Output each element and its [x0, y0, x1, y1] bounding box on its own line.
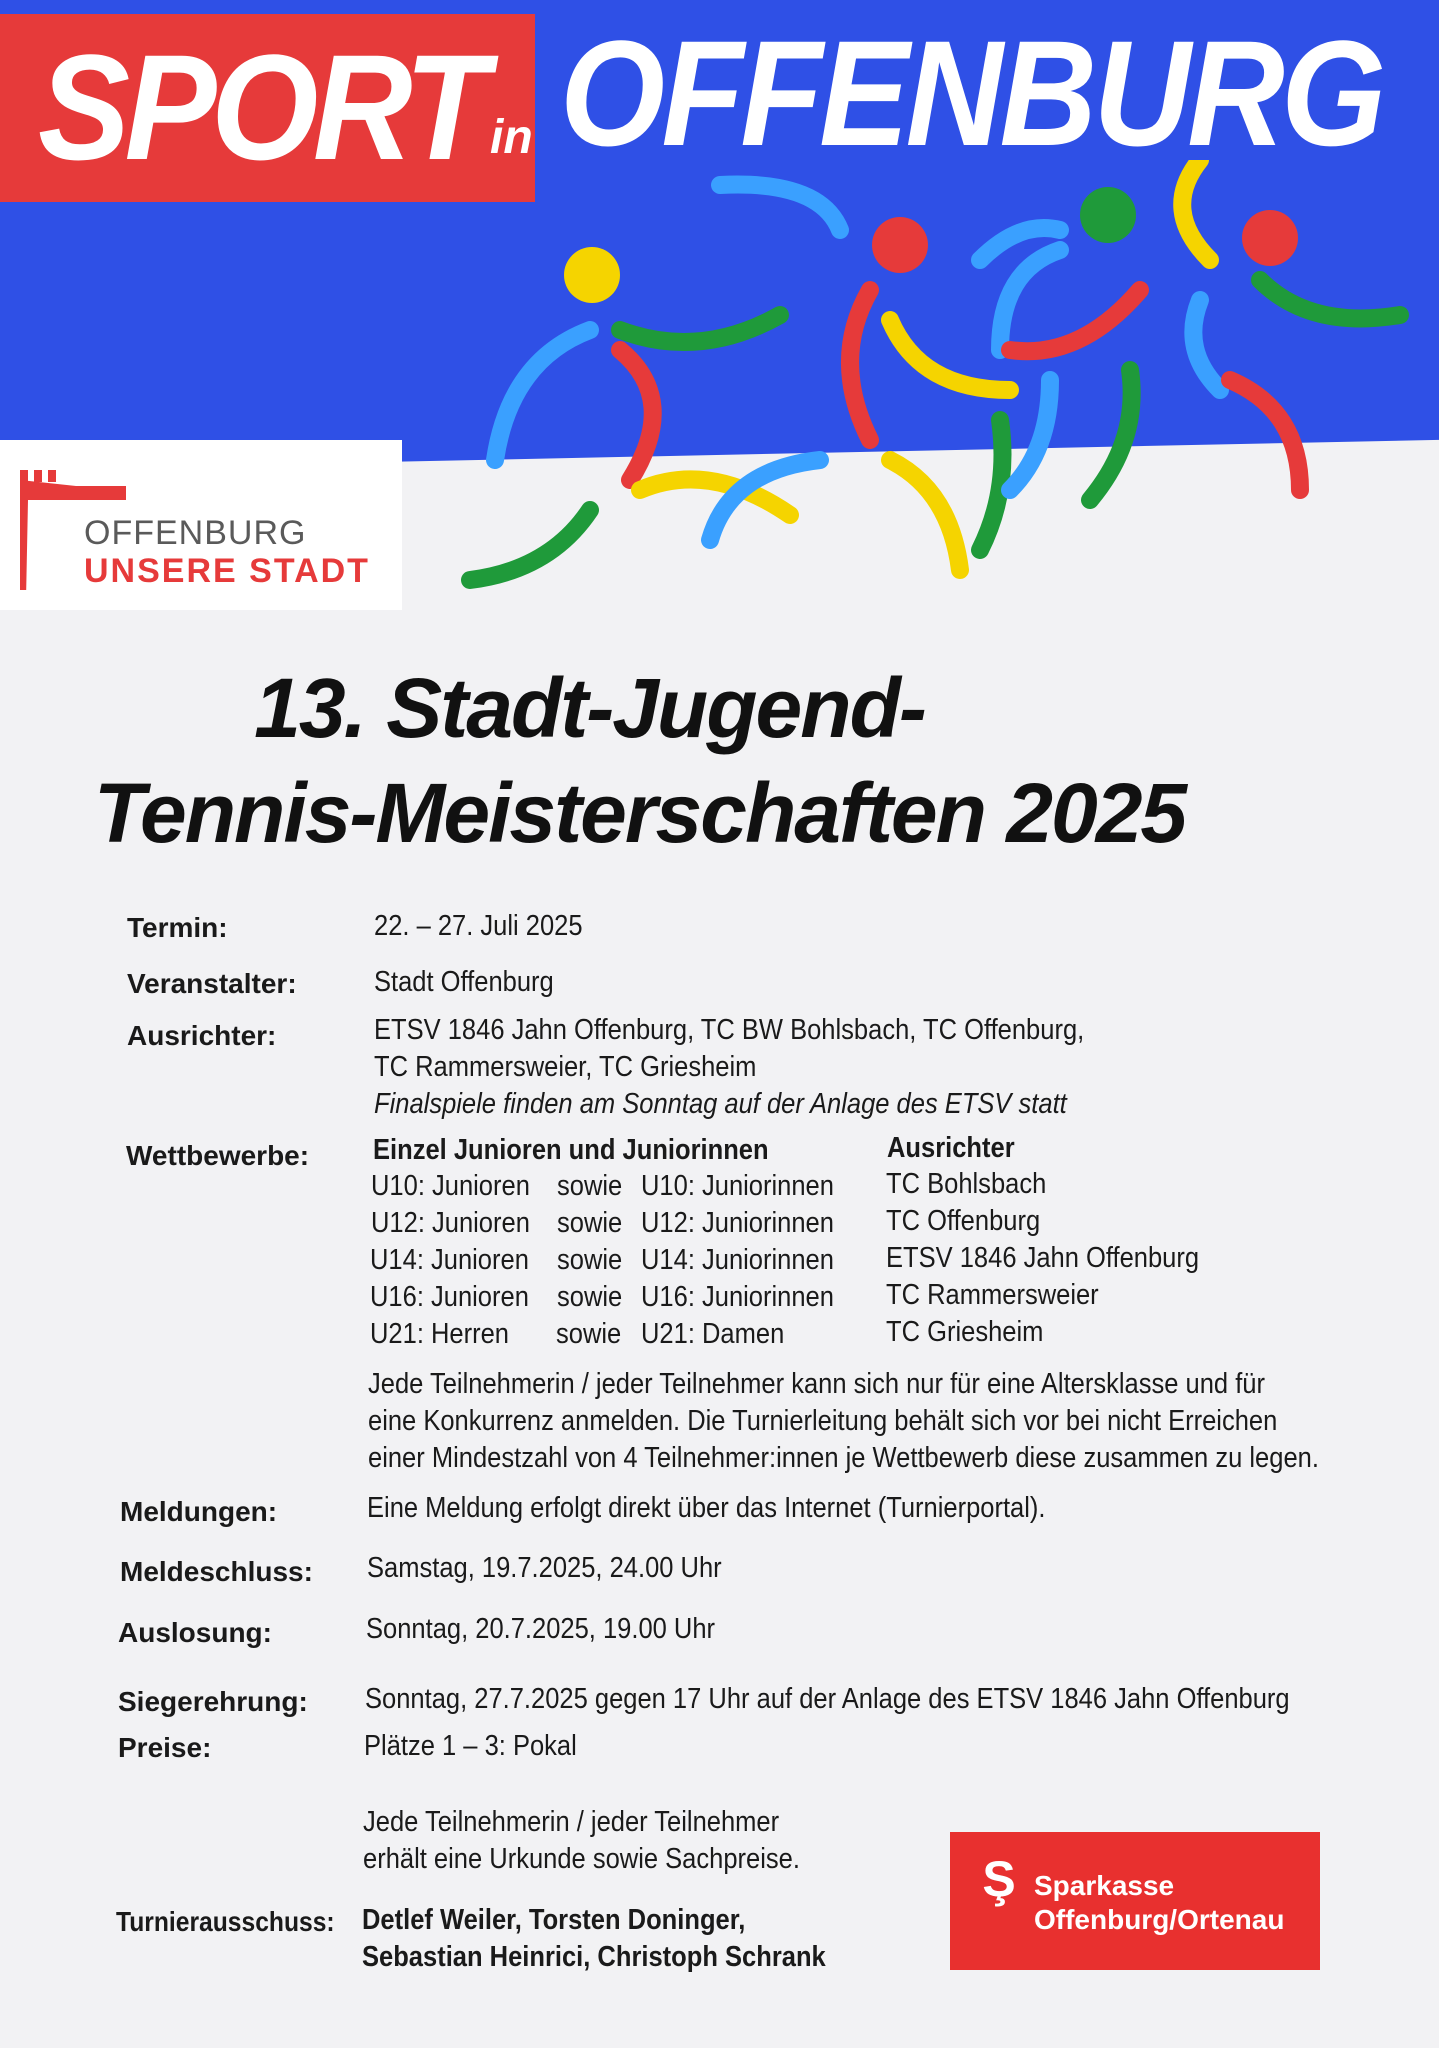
meldeschluss-label: Meldeschluss: [120, 1556, 313, 1587]
comp-row-2-c: U12: Juniorinnen [641, 1207, 834, 1239]
rules-line-3: einer Mindestzahl von 4 Teilnehmer:innen je Wettbewerb diese zusammen zu legen. [368, 1442, 1319, 1474]
meldungen-label: Meldungen: [120, 1496, 278, 1527]
ausrichter-line-1: ETSV 1846 Jahn Offenburg, TC BW Bohlsbach, TC Offenburg, [374, 1014, 1085, 1046]
comp-row-2-a: U12: Junioren [371, 1207, 530, 1239]
sponsor-name: Sparkasse [1034, 1870, 1175, 1901]
city-word: OFFENBURG [560, 9, 1383, 177]
sponsor-region: Offenburg/Ortenau [1034, 1904, 1285, 1935]
ausrichter-line-2: TC Rammersweier, TC Griesheim [374, 1051, 757, 1083]
ausschuss-line-1: Detlef Weiler, Torsten Doninger, [362, 1904, 746, 1936]
veranstalter-label: Veranstalter: [127, 968, 297, 999]
auslosung-label: Auslosung: [118, 1617, 272, 1648]
ausrichter-note: Finalspiele finden am Sonntag auf der Anlage des ETSV statt [374, 1088, 1067, 1120]
preise-line-2: Jede Teilnehmerin / jeder Teilnehmer [363, 1806, 780, 1838]
rules-line-2: eine Konkurrenz anmelden. Die Turnierleitung behält sich vor bei nicht Erreichen [368, 1405, 1278, 1437]
sparkasse-sponsor-logo [950, 1832, 1320, 1970]
comp-row-5-host: TC Griesheim [886, 1316, 1044, 1348]
comp-row-5-b: sowie [556, 1318, 622, 1350]
comp-row-2-b: sowie [557, 1207, 623, 1239]
comp-row-4-a: U16: Junioren [370, 1281, 529, 1313]
comp-row-2-host: TC Offenburg [886, 1205, 1041, 1237]
comp-row-3-b: sowie [557, 1244, 623, 1276]
meldungen-value: Eine Meldung erfolgt direkt über das Internet (Turnierportal). [367, 1492, 1046, 1524]
preise-value: Plätze 1 – 3: Pokal [364, 1730, 577, 1762]
title-line-1: 13. Stadt-Jugend- [254, 661, 925, 755]
logo-slogan: UNSERE STADT [84, 552, 370, 590]
logo-city-name: OFFENBURG [84, 514, 307, 552]
veranstalter-value: Stadt Offenburg [374, 966, 554, 998]
comp-row-1-c: U10: Juniorinnen [641, 1170, 834, 1202]
ausrichter-heading: Ausrichter [887, 1132, 1015, 1164]
wettbewerbe-heading: Einzel Junioren und Juniorinnen [373, 1134, 769, 1166]
preise-line-3: erhält eine Urkunde sowie Sachpreise. [363, 1843, 800, 1875]
preise-label: Preise: [118, 1732, 212, 1763]
comp-row-5-c: U21: Damen [641, 1318, 785, 1350]
comp-row-3-a: U14: Junioren [370, 1244, 529, 1276]
comp-row-1-host: TC Bohlsbach [886, 1168, 1047, 1200]
comp-row-3-host: ETSV 1846 Jahn Offenburg [886, 1242, 1200, 1274]
termin-label: Termin: [127, 912, 228, 943]
sport-word: SPORT [38, 23, 484, 191]
city-logo [0, 440, 402, 610]
comp-row-5-a: U21: Herren [370, 1318, 510, 1350]
ausrichter-label: Ausrichter: [127, 1020, 277, 1051]
wettbewerbe-label: Wettbewerbe: [126, 1140, 310, 1171]
comp-row-1-b: sowie [557, 1170, 623, 1202]
comp-row-3-c: U14: Juniorinnen [641, 1244, 834, 1276]
siegerehrung-label: Siegerehrung: [118, 1686, 308, 1717]
athletes-figures-illustration [440, 160, 1439, 600]
sparkasse-s-icon: Ş [982, 1851, 1016, 1907]
in-word: in [490, 111, 533, 164]
ausschuss-line-2: Sebastian Heinrici, Christoph Schrank [362, 1941, 826, 1973]
meldeschluss-value: Samstag, 19.7.2025, 24.00 Uhr [367, 1552, 722, 1584]
title-line-2: Tennis-Meisterschaften 2025 [93, 766, 1186, 860]
termin-value: 22. – 27. Juli 2025 [374, 910, 583, 942]
comp-row-4-b: sowie [557, 1281, 623, 1313]
ausschuss-label: Turnierausschuss: [116, 1906, 335, 1937]
comp-row-1-a: U10: Junioren [371, 1170, 530, 1202]
comp-row-4-c: U16: Juniorinnen [641, 1281, 834, 1313]
rules-line-1: Jede Teilnehmerin / jeder Teilnehmer kann sich nur für eine Altersklasse und für [368, 1368, 1266, 1400]
comp-row-4-host: TC Rammersweier [886, 1279, 1099, 1311]
auslosung-value: Sonntag, 20.7.2025, 19.00 Uhr [366, 1613, 716, 1645]
siegerehrung-value: Sonntag, 27.7.2025 gegen 17 Uhr auf der Anlage des ETSV 1846 Jahn Offenburg [365, 1683, 1290, 1715]
